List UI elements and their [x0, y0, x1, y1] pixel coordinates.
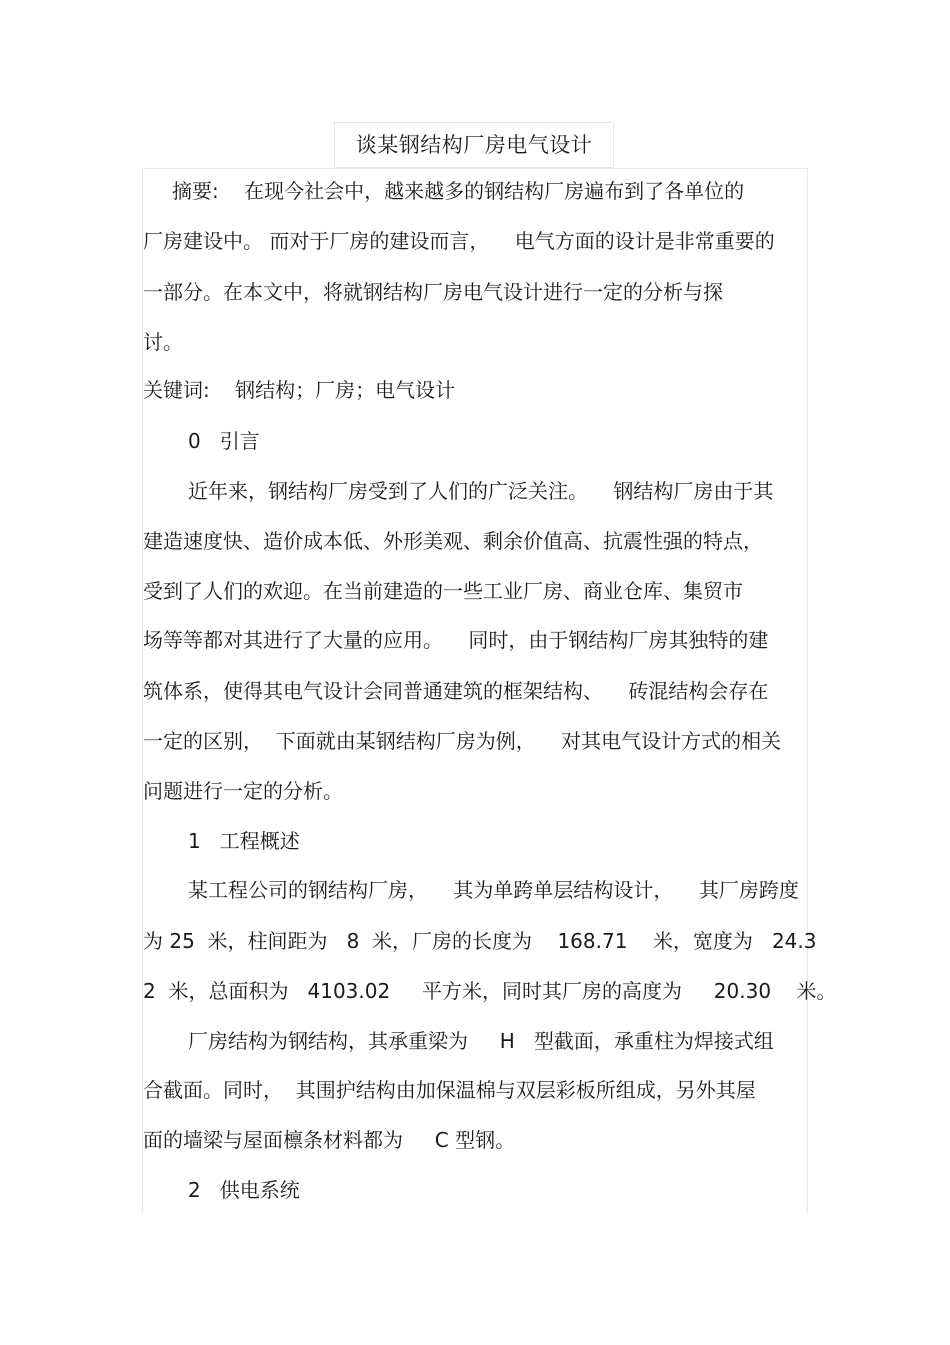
paragraph-line: 近年来，钢结构厂房受到了人们的广泛关注。 钢结构厂房由于其 [188, 479, 774, 503]
abstract-line-3: 一部分。在本文中，将就钢结构厂房电气设计进行一定的分析与探 [143, 280, 723, 304]
paragraph-line: 某工程公司的钢结构厂房， 其为单跨单层结构设计， 其厂房跨度 [188, 878, 799, 902]
section-heading-power-supply: 2 供电系统 [188, 1178, 300, 1202]
section-heading-overview: 1 工程概述 [188, 829, 300, 853]
abstract-line-4: 讨。 [143, 330, 183, 354]
paragraph-line: 问题进行一定的分析。 [143, 779, 343, 803]
paragraph-line: 2 米，总面积为 4103.02 平方米，同时其厂房的高度为 20.30 米。 [143, 979, 837, 1003]
paragraph-line: 筑体系，使得其电气设计会同普通建筑的框架结构、 砖混结构会存在 [143, 679, 769, 703]
paragraph-line: 厂房结构为钢结构，其承重梁为 H 型截面，承重柱为焊接式组 [188, 1029, 774, 1053]
paragraph-line: 为 25 米，柱间距为 8 米，厂房的长度为 168.71 米，宽度为 24.3 [143, 929, 817, 953]
paragraph-line: 合截面。同时， 其围护结构由加保温棉与双层彩板所组成，另外其屋 [143, 1078, 756, 1102]
keywords-line: 关键词: 钢结构；厂房；电气设计 [143, 378, 456, 402]
section-heading-intro: 0 引言 [188, 429, 260, 453]
abstract-line-1: 摘要: 在现今社会中，越来越多的钢结构厂房遍布到了各单位的 [172, 179, 745, 203]
paragraph-line: 建造速度快、造价成本低、外形美观、剩余价值高、抗震性强的特点， [143, 529, 763, 553]
document-title: 谈某钢结构厂房电气设计 [355, 133, 593, 157]
paragraph-line: 面的墙梁与屋面檩条材料都为 C 型钢。 [143, 1128, 516, 1152]
paragraph-line: 受到了人们的欢迎。在当前建造的一些工业厂房、商业仓库、集贸市 [143, 579, 743, 603]
paragraph-line: 场等等都对其进行了大量的应用。 同时，由于钢结构厂房其独特的建 [143, 628, 769, 652]
paragraph-line: 一定的区别， 下面就由某钢结构厂房为例， 对其电气设计方式的相关 [143, 729, 782, 753]
abstract-line-2: 厂房建设中。 而对于厂房的建设而言， 电气方面的设计是非常重要的 [143, 229, 775, 253]
